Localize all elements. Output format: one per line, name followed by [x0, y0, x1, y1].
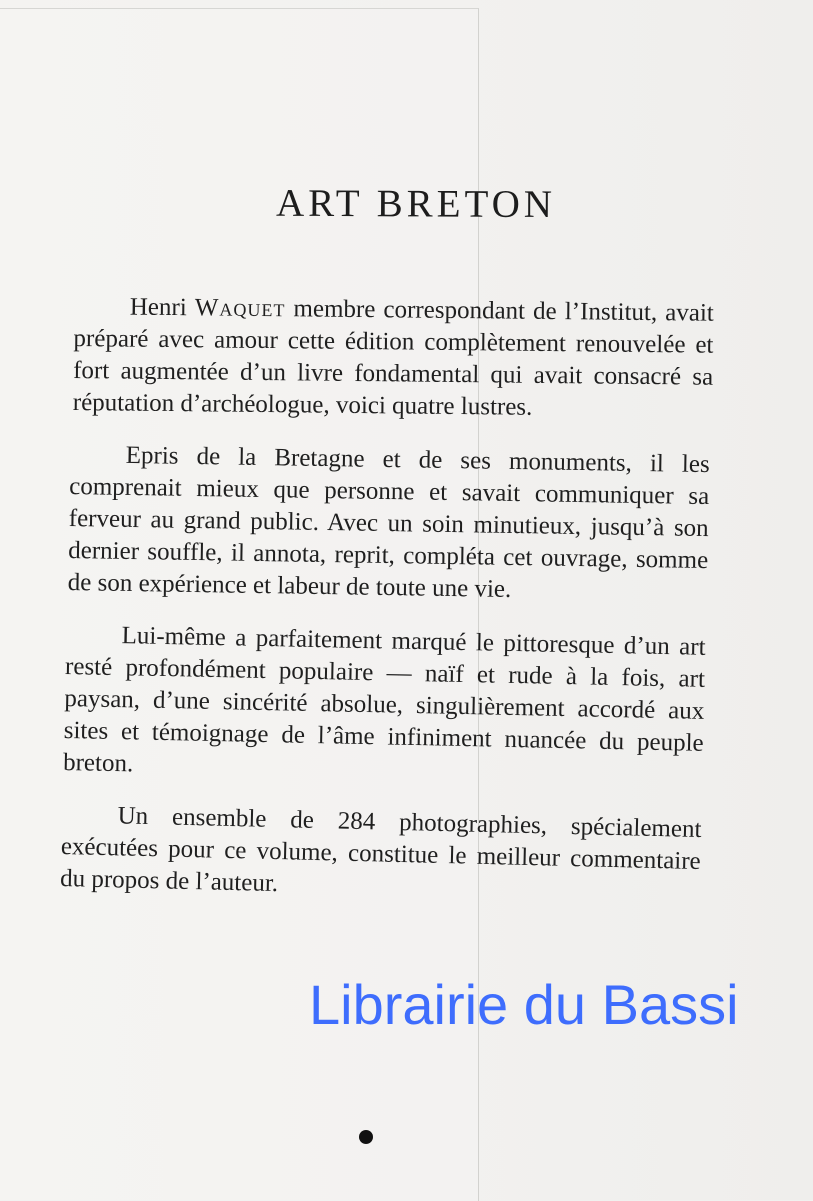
- paragraph-3: Lui-même a parfaitement marqué le pittoresque d’un art resté profondément populaire — naïf et rude à la fois, art paysan, d’une sincérité absolue, singulièrement accordé aux sites et témoignage de l’âme infiniment nuancée du peuple breton.: [62, 622, 706, 778]
- paragraph-1: [73, 291, 714, 426]
- page-title: ART BRETON: [275, 181, 557, 227]
- paragraph-4: Un ensemble de 284 photographies, spécialement exécutées pour ce volume, constitue le meilleur commentaire du propos de l’auteur.: [59, 802, 702, 898]
- paragraph-1-text: membre correspondant de l’Institut, avait préparé avec amour cette édition complètement renouvelée et fort augmentée d’un livre fondamental qui avait consacré sa réputation d’archéologue, voici quatre lustres.: [72, 295, 714, 421]
- seller-watermark: Librairie du Bassi: [309, 973, 739, 1036]
- author-prefix: Henri: [129, 293, 195, 322]
- bullet-mark: [359, 1130, 373, 1144]
- document-body: [59, 180, 714, 915]
- paragraph-2: Epris de la Bretagne et de ses monuments, il les comprenait mieux que personne et savait communiquer sa ferveur au grand public. Avec un soin minutieux, jusqu’à son dernier souffle, il annota, reprit, compléta cet ouvrage, somme de son expérience et labeur de toute une vie.: [67, 441, 710, 603]
- author-name: Waquet: [194, 294, 286, 323]
